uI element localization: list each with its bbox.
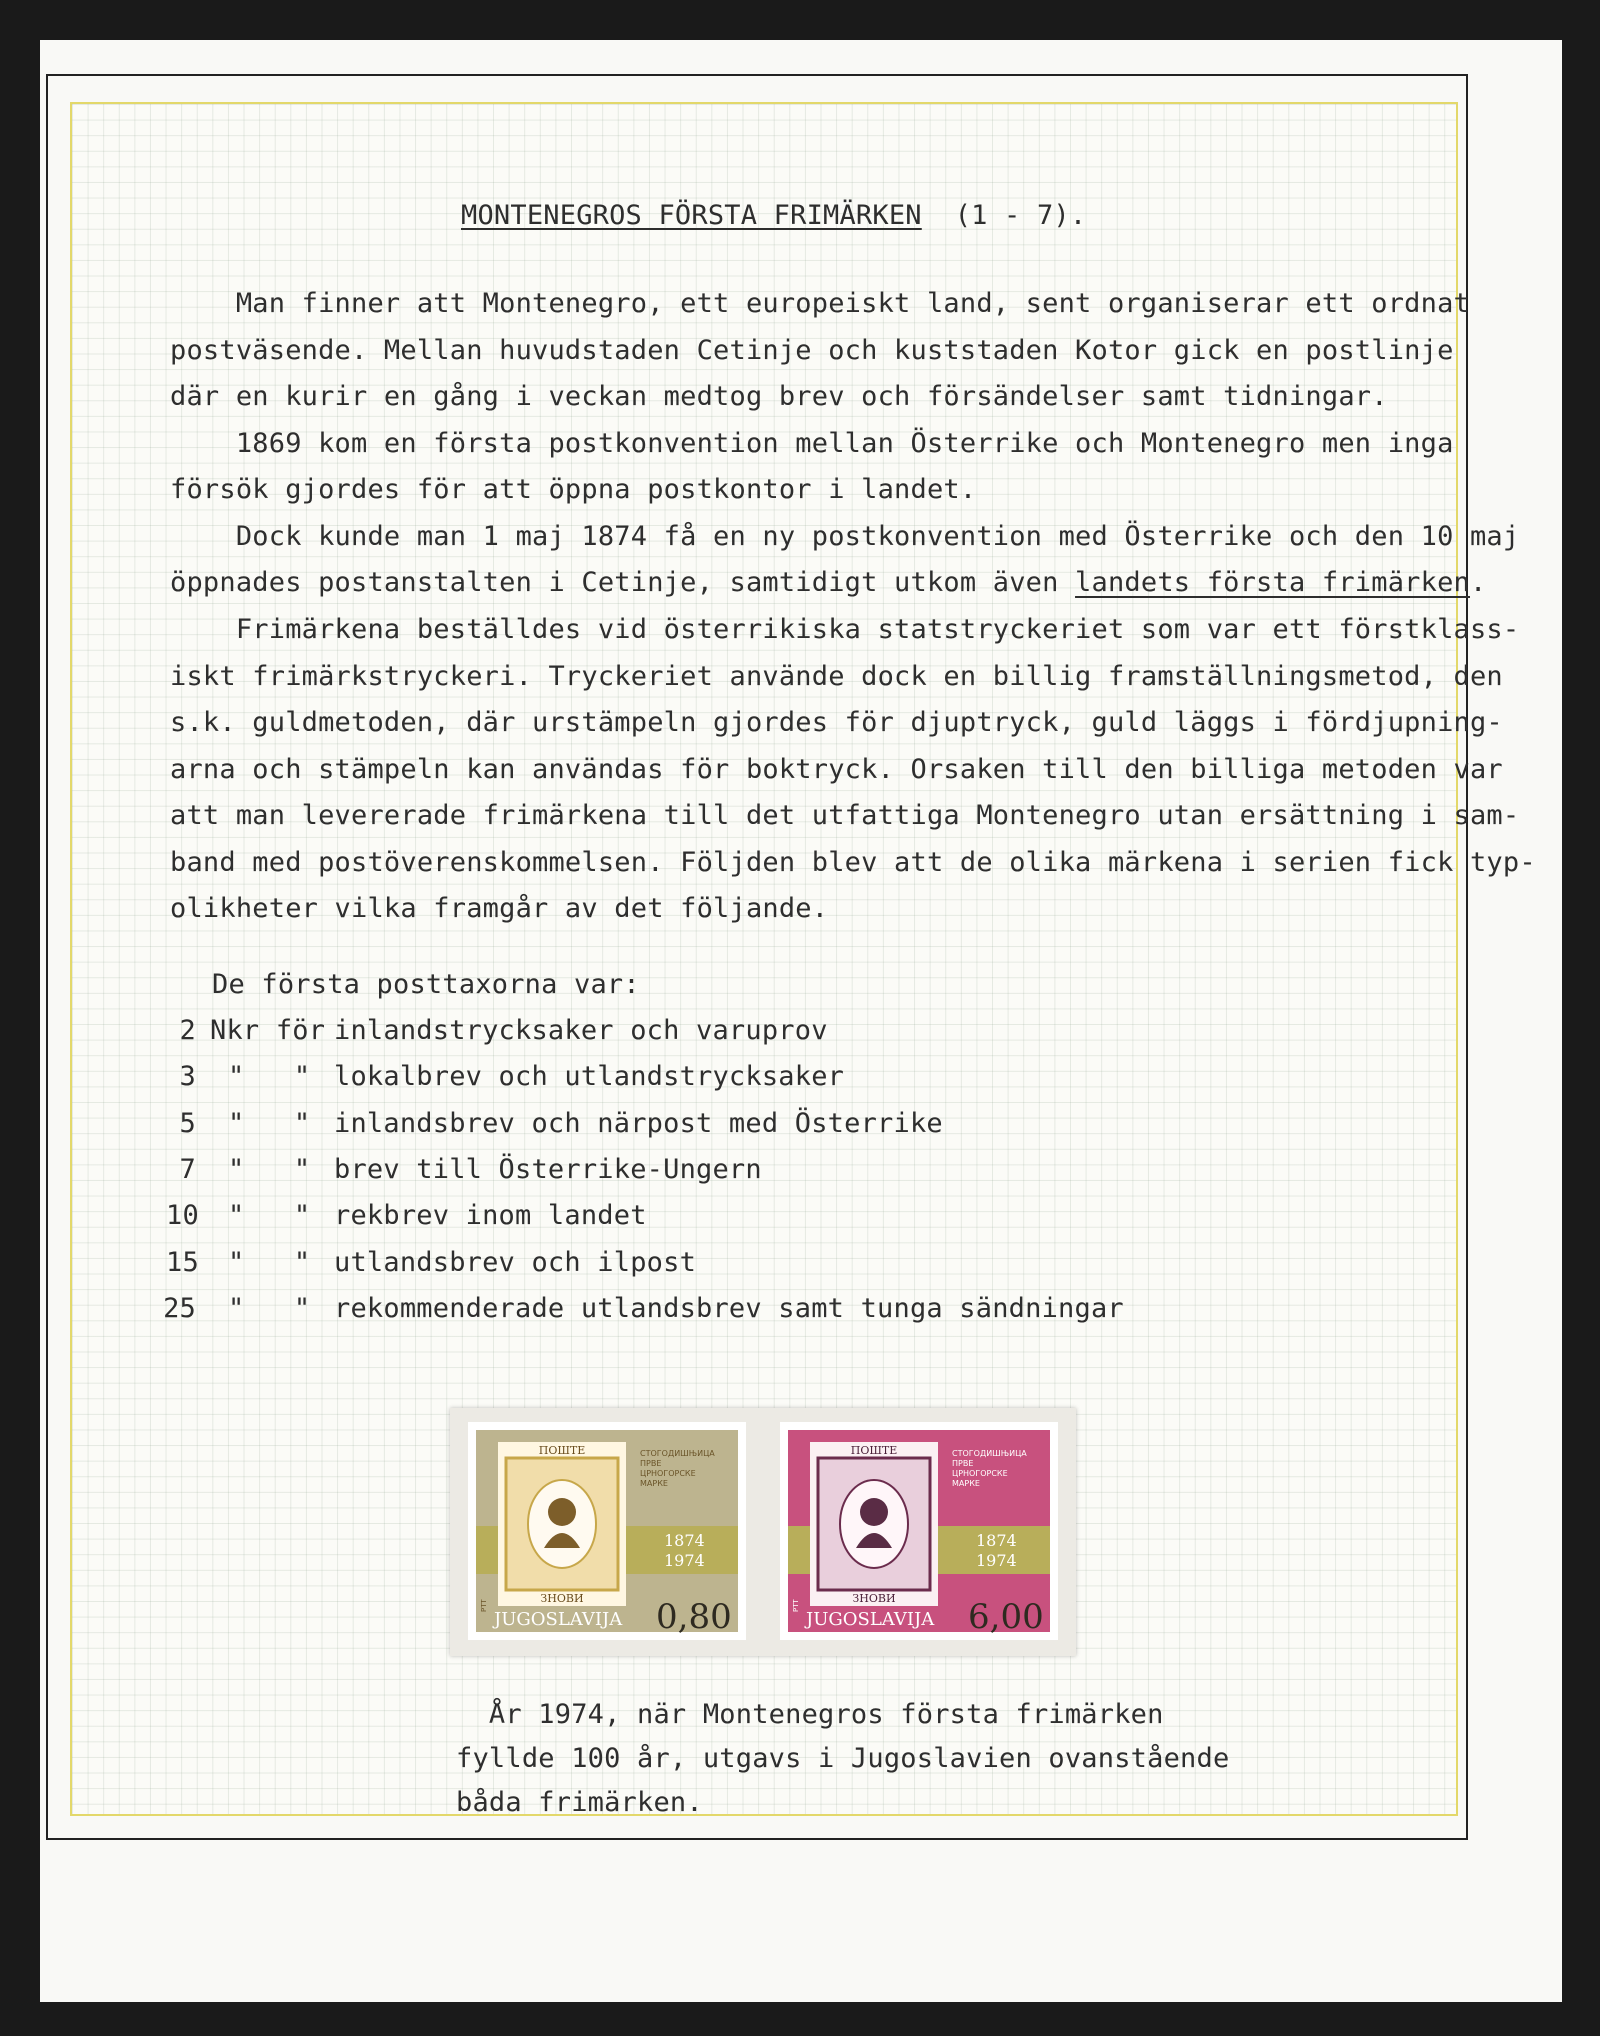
paragraph-line-with-underline: [170, 569, 1486, 596]
stamp-inscription-line: ПРВЕ: [952, 1459, 974, 1468]
stamp-year-bottom: 1974: [976, 1551, 1017, 1570]
page-title-suffix: (1 - 7).: [954, 200, 1087, 231]
stamp-yugoslavia-0-80: [468, 1422, 746, 1640]
stamp-country: JUGOSLAVIJA: [494, 1609, 623, 1630]
rate-unit: " ": [228, 1200, 311, 1231]
rate-amount: 15: [166, 1247, 199, 1278]
stamp-inscription-line: ЦРНОГОРСКЕ: [640, 1469, 696, 1478]
rate-description: lokalbrev och utlandstrycksaker: [334, 1061, 845, 1092]
stamp-inscription-line: ЦРНОГОРСКЕ: [952, 1469, 1008, 1478]
mini-stamp-bottom: ЗНОВИ: [540, 1592, 584, 1605]
stamp-yugoslavia-6-00: [780, 1422, 1058, 1640]
paragraph-line: där en kurir en gång i veckan medtog brev och försändelser samt tidningar.: [170, 381, 1388, 412]
stamp-mount: [450, 1408, 1076, 1656]
portrait-head: [860, 1498, 888, 1526]
underlined-phrase: landets första frimärken: [1075, 567, 1470, 598]
rate-description: rekommenderade utlandsbrev samt tunga sändningar: [334, 1293, 1124, 1324]
paragraph-line: Dock kunde man 1 maj 1874 få en ny postkonvention med Österrike och den 10 maj: [170, 521, 1520, 552]
page-heading: [461, 202, 1086, 229]
rate-unit: " ": [228, 1061, 311, 1092]
rate-amount: 3: [179, 1061, 196, 1092]
page-title: MONTENEGROS FÖRSTA FRIMÄRKEN: [461, 200, 922, 231]
rate-unit: " ": [228, 1154, 311, 1185]
rate-description: inlandstrycksaker och varuprov: [334, 1015, 828, 1046]
paragraph-line: Man finner att Montenegro, ett europeiskt land, sent organiserar ett ordnat: [170, 288, 1470, 319]
rate-unit: " ": [228, 1247, 311, 1278]
stamp-value: 0,80: [656, 1597, 732, 1637]
paragraph-line: band med postöverenskommelsen. Följden blev att de olika märkena i serien fick typ-: [170, 847, 1536, 878]
stamp-year-top: 1874: [976, 1531, 1017, 1550]
stamp-year-bottom: 1974: [664, 1551, 705, 1570]
rate-description: utlandsbrev och ilpost: [334, 1247, 697, 1278]
rate-amount: 5: [179, 1108, 196, 1139]
stamp-country: JUGOSLAVIJA: [806, 1609, 935, 1630]
portrait-head: [548, 1498, 576, 1526]
rate-amount: 25: [163, 1293, 196, 1324]
paragraph-line: Frimärkena beställdes vid österrikiska statstryckeriet som var ett förstklass-: [170, 614, 1520, 645]
stamp-ptt: PTT: [792, 1599, 800, 1612]
stamp-value: 6,00: [968, 1597, 1044, 1637]
caption-line: År 1974, när Montenegros första frimärken: [456, 1699, 1164, 1730]
rate-description: inlandsbrev och närpost med Österrike: [334, 1108, 943, 1139]
stamp-inscription-line: ПРВЕ: [640, 1459, 662, 1468]
paragraph-line: att man levererade frimärkena till det utfattiga Montenegro utan ersättning i sam-: [170, 800, 1520, 831]
paragraph-line: försök gjordes för att öppna postkontor i landet.: [170, 474, 977, 505]
stamp-inscription-line: СТОГОДИШЊИЦА: [952, 1449, 1027, 1458]
caption-line: fyllde 100 år, utgavs i Jugoslavien ovanstående: [456, 1743, 1230, 1774]
paragraph-line: s.k. guldmetoden, där urstämpeln gjordes för djuptryck, guld läggs i fördjupning-: [170, 707, 1503, 738]
paragraph-line: postväsende. Mellan huvudstaden Cetinje och kuststaden Kotor gick en postlinje: [170, 335, 1454, 366]
paragraph-line: iskt frimärkstryckeri. Tryckeriet använde dock en billig framställningsmetod, den: [170, 661, 1503, 692]
mini-stamp-bottom: ЗНОВИ: [852, 1592, 896, 1605]
rates-heading: De första posttaxorna var:: [212, 969, 640, 1000]
stamp-inscription-line: МАРКЕ: [952, 1479, 980, 1488]
paragraph-line: arna och stämpeln kan användas för boktryck. Orsaken till den billiga metoden var: [170, 754, 1503, 785]
rate-amount: 2: [179, 1015, 196, 1046]
rate-unit: " ": [228, 1293, 311, 1324]
stamp-ptt: PTT: [480, 1599, 488, 1612]
underlined-phrase-end: .: [1469, 567, 1487, 598]
paragraph-line: öppnades postanstalten i Cetinje, samtidigt utkom även: [170, 567, 1076, 598]
rate-description: brev till Österrike-Ungern: [334, 1154, 762, 1185]
rate-unit: Nkr för: [210, 1015, 326, 1046]
rate-unit: " ": [228, 1108, 311, 1139]
paragraph-line: 1869 kom en första postkonvention mellan Österrike och Montenegro men inga: [170, 428, 1454, 459]
paragraph-line: olikheter vilka framgår av det följande.: [170, 893, 829, 924]
rate-amount: 7: [179, 1154, 196, 1185]
rate-amount: 10: [166, 1200, 199, 1231]
caption-line: båda frimärken.: [456, 1787, 703, 1818]
mini-stamp-top: ПОШТЕ: [850, 1444, 898, 1457]
stamp-inscription-line: СТОГОДИШЊИЦА: [640, 1449, 715, 1458]
mini-stamp-top: ПОШТЕ: [538, 1444, 586, 1457]
rate-description: rekbrev inom landet: [334, 1200, 647, 1231]
stamp-year-top: 1874: [664, 1531, 705, 1550]
stamp-inscription-line: МАРКЕ: [640, 1479, 668, 1488]
